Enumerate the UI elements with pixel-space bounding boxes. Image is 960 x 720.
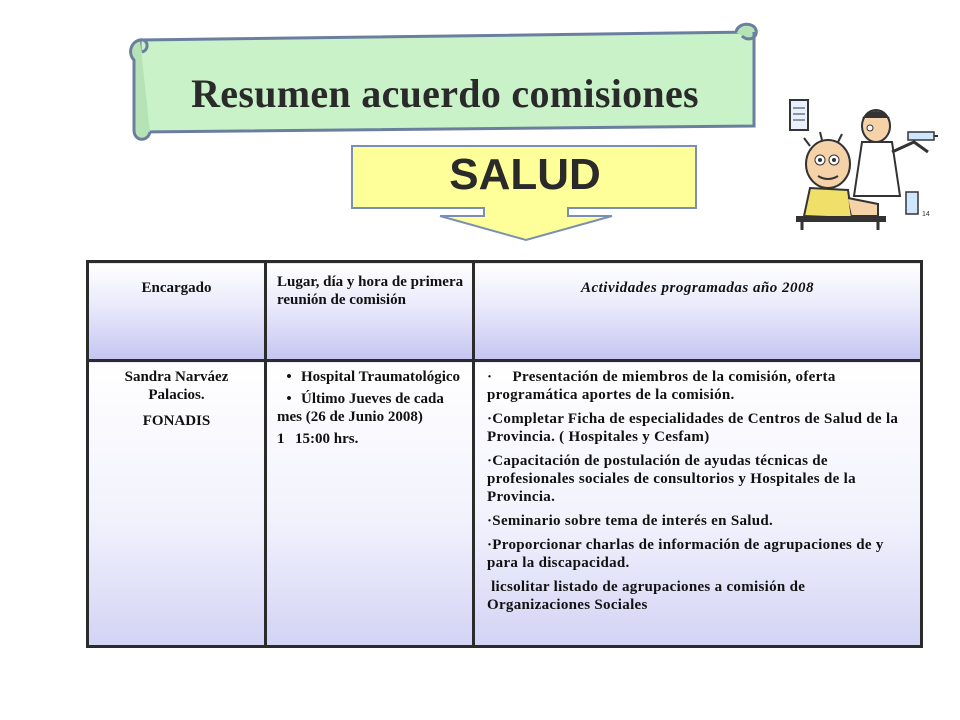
section-arrow [350, 144, 700, 242]
cell-lugar [266, 361, 474, 647]
header-lugar: Lugar, día y hora de primera reunión de comisión [266, 262, 474, 361]
actividad-item: ·Completar Ficha de especialidades de Centros de Salud de la Provincia. ( Hospitales y Cesfam) [487, 411, 899, 445]
encargado-nombre: Sandra Narváez Palacios. [124, 369, 229, 403]
svg-text:14: 14 [922, 211, 930, 218]
lugar-item [277, 430, 466, 448]
table-header-row [88, 262, 922, 361]
page-title: Resumen acuerdo comisiones [191, 71, 699, 116]
lugar-text: Último Jueves de cada mes (26 de Junio 2008) [277, 391, 444, 425]
table-row [88, 361, 922, 647]
lugar-text: 15:00 hrs. [295, 431, 359, 447]
section-label: SALUD [449, 150, 601, 199]
commission-table [86, 260, 923, 648]
bullet-icon: • [286, 369, 292, 385]
encargado-organizacion: FONADIS [142, 413, 211, 429]
lugar-item [277, 390, 466, 426]
actividad-item: · Presentación de miembros de la comisión, oferta programática aportes de la comisión. [487, 369, 840, 403]
lugar-item [277, 368, 466, 386]
doctor-patient-clipart-icon [782, 92, 938, 232]
cell-actividades [474, 361, 922, 647]
bullet-icon: • [286, 391, 292, 407]
list-number: 1 [277, 431, 285, 447]
title-banner [126, 20, 764, 146]
header-encargado: Encargado [88, 262, 266, 361]
actividad-item: ·Seminario sobre tema de interés en Salud. [487, 513, 774, 529]
actividad-item: ·Proporcionar charlas de información de agrupaciones de y para la discapacidad. [487, 537, 884, 571]
cell-encargado [88, 361, 266, 647]
header-actividades: Actividades programadas año 2008 [474, 262, 922, 361]
actividad-item: ·Capacitación de postulación de ayudas técnicas de profesionales sociales de consultorios y Hospitales de la Provincia. [487, 453, 856, 505]
actividad-item: licsolitar listado de agrupaciones a comisión de Organizaciones Sociales [487, 579, 810, 613]
lugar-text: Hospital Traumatológico [301, 369, 461, 385]
